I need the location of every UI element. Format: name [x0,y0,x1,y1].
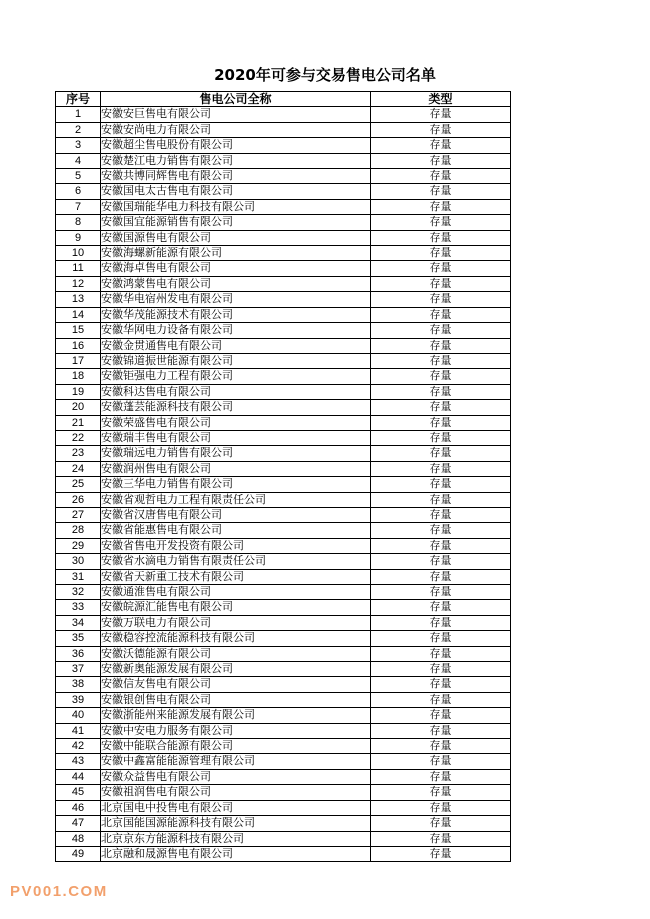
table-row [56,523,511,538]
type-cell: 存量 [371,769,511,784]
type-cell: 存量 [371,754,511,769]
company-name-cell: 安徽万联电力有限公司 [101,615,371,630]
type-cell: 存量 [371,615,511,630]
table-row [56,631,511,646]
type-cell: 存量 [371,538,511,553]
type-cell: 存量 [371,708,511,723]
type-cell: 存量 [371,631,511,646]
type-cell: 存量 [371,816,511,831]
serial-number-cell: 12 [56,276,101,291]
serial-number-cell: 13 [56,292,101,307]
table-row [56,307,511,322]
type-cell: 存量 [371,353,511,368]
table-row [56,369,511,384]
table-row [56,153,511,168]
type-cell: 存量 [371,122,511,137]
company-name-cell: 安徽瑞丰售电有限公司 [101,430,371,445]
company-name-cell: 安徽蓬芸能源科技有限公司 [101,400,371,415]
table-row [56,215,511,230]
type-cell: 存量 [371,507,511,522]
type-cell: 存量 [371,600,511,615]
company-name-cell: 安徽锦道振世能源有限公司 [101,353,371,368]
serial-number-cell: 18 [56,369,101,384]
company-table [55,91,511,862]
table-row [56,800,511,815]
table-row [56,276,511,291]
table-row [56,415,511,430]
serial-number-cell: 7 [56,199,101,214]
serial-number-cell: 16 [56,338,101,353]
table-row [56,107,511,122]
serial-number-cell: 41 [56,723,101,738]
header-type: 类型 [371,92,511,107]
company-name-cell: 安徽瑞远电力销售有限公司 [101,446,371,461]
company-name-cell: 安徽省能惠售电有限公司 [101,523,371,538]
table-row [56,507,511,522]
table-row [56,662,511,677]
serial-number-cell: 26 [56,492,101,507]
table-row [56,769,511,784]
serial-number-cell: 25 [56,477,101,492]
company-name-cell: 安徽通淮售电有限公司 [101,585,371,600]
type-cell: 存量 [371,692,511,707]
company-name-cell: 安徽皖源汇能售电有限公司 [101,600,371,615]
header-company-name: 售电公司全称 [101,92,371,107]
serial-number-cell: 28 [56,523,101,538]
company-name-cell: 安徽国宜能源销售有限公司 [101,215,371,230]
type-cell: 存量 [371,369,511,384]
serial-number-cell: 49 [56,846,101,861]
serial-number-cell: 29 [56,538,101,553]
table-row [56,292,511,307]
serial-number-cell: 39 [56,692,101,707]
type-cell: 存量 [371,523,511,538]
company-name-cell: 安徽省汉唐售电有限公司 [101,507,371,522]
document-title: 2020年可参与交易售电公司名单 [214,66,436,84]
serial-number-cell: 11 [56,261,101,276]
table-row [56,430,511,445]
company-name-cell: 安徽省观哲电力工程有限责任公司 [101,492,371,507]
table-row [56,708,511,723]
serial-number-cell: 20 [56,400,101,415]
table-row [56,754,511,769]
serial-number-cell: 14 [56,307,101,322]
serial-number-cell: 45 [56,785,101,800]
table-row [56,831,511,846]
serial-number-cell: 1 [56,107,101,122]
serial-number-cell: 36 [56,646,101,661]
type-cell: 存量 [371,415,511,430]
type-cell: 存量 [371,785,511,800]
serial-number-cell: 47 [56,816,101,831]
company-name-cell: 安徽华网电力设备有限公司 [101,323,371,338]
company-name-cell: 安徽华电宿州发电有限公司 [101,292,371,307]
type-cell: 存量 [371,246,511,261]
serial-number-cell: 4 [56,153,101,168]
company-name-cell: 安徽鸿蒙售电有限公司 [101,276,371,291]
serial-number-cell: 10 [56,246,101,261]
company-name-cell: 安徽沃德能源有限公司 [101,646,371,661]
company-name-cell: 北京国能国源能源科技有限公司 [101,816,371,831]
table-row [56,400,511,415]
table-row [56,846,511,861]
serial-number-cell: 31 [56,569,101,584]
header-serial-number: 序号 [56,92,101,107]
table-row [56,692,511,707]
company-name-cell: 安徽中鑫富能能源管理有限公司 [101,754,371,769]
company-name-cell: 安徽共博同辉售电有限公司 [101,169,371,184]
company-name-cell: 安徽楚江电力销售有限公司 [101,153,371,168]
table-row [56,169,511,184]
company-name-cell: 安徽国电太古售电有限公司 [101,184,371,199]
company-name-cell: 安徽中能联合能源有限公司 [101,739,371,754]
serial-number-cell: 42 [56,739,101,754]
table-row [56,554,511,569]
table-row [56,600,511,615]
table-row [56,246,511,261]
type-cell: 存量 [371,477,511,492]
table-row [56,184,511,199]
serial-number-cell: 22 [56,430,101,445]
type-cell: 存量 [371,739,511,754]
table-row [56,261,511,276]
company-name-cell: 安徽浙能州来能源发展有限公司 [101,708,371,723]
company-name-cell: 安徽省天新重工技术有限公司 [101,569,371,584]
type-cell: 存量 [371,215,511,230]
company-name-cell: 安徽祖润售电有限公司 [101,785,371,800]
table-row [56,816,511,831]
table-row [56,199,511,214]
table-row [56,353,511,368]
company-name-cell: 安徽省售电开发投资有限公司 [101,538,371,553]
serial-number-cell: 27 [56,507,101,522]
serial-number-cell: 35 [56,631,101,646]
table-row [56,569,511,584]
company-name-cell: 北京融和晟源售电有限公司 [101,846,371,861]
type-cell: 存量 [371,169,511,184]
table-row [56,677,511,692]
company-name-cell: 安徽安巨售电有限公司 [101,107,371,122]
company-name-cell: 安徽科达售电有限公司 [101,384,371,399]
company-name-cell: 安徽新奥能源发展有限公司 [101,662,371,677]
company-name-cell: 安徽中安电力服务有限公司 [101,723,371,738]
serial-number-cell: 48 [56,831,101,846]
serial-number-cell: 8 [56,215,101,230]
company-name-cell: 安徽安尚电力有限公司 [101,122,371,137]
serial-number-cell: 46 [56,800,101,815]
type-cell: 存量 [371,831,511,846]
table-row [56,230,511,245]
company-name-cell: 安徽国源售电有限公司 [101,230,371,245]
type-cell: 存量 [371,307,511,322]
table-row [56,323,511,338]
serial-number-cell: 21 [56,415,101,430]
serial-number-cell: 15 [56,323,101,338]
serial-number-cell: 9 [56,230,101,245]
table-row [56,477,511,492]
type-cell: 存量 [371,677,511,692]
type-cell: 存量 [371,569,511,584]
company-name-cell: 安徽省水滴电力销售有限责任公司 [101,554,371,569]
type-cell: 存量 [371,276,511,291]
type-cell: 存量 [371,261,511,276]
type-cell: 存量 [371,662,511,677]
type-cell: 存量 [371,323,511,338]
serial-number-cell: 19 [56,384,101,399]
type-cell: 存量 [371,184,511,199]
serial-number-cell: 30 [56,554,101,569]
company-name-cell: 安徽信友售电有限公司 [101,677,371,692]
table-body [56,107,511,862]
company-name-cell: 安徽钜强电力工程有限公司 [101,369,371,384]
serial-number-cell: 44 [56,769,101,784]
serial-number-cell: 24 [56,461,101,476]
serial-number-cell: 17 [56,353,101,368]
company-name-cell: 安徽海螺新能源有限公司 [101,246,371,261]
table-row [56,723,511,738]
serial-number-cell: 43 [56,754,101,769]
serial-number-cell: 23 [56,446,101,461]
type-cell: 存量 [371,138,511,153]
company-name-cell: 安徽海卓售电有限公司 [101,261,371,276]
type-cell: 存量 [371,461,511,476]
table-row [56,538,511,553]
table-row [56,585,511,600]
serial-number-cell: 6 [56,184,101,199]
table-row [56,646,511,661]
type-cell: 存量 [371,446,511,461]
serial-number-cell: 32 [56,585,101,600]
table-row [56,138,511,153]
type-cell: 存量 [371,400,511,415]
table-row [56,338,511,353]
type-cell: 存量 [371,585,511,600]
table-row [56,739,511,754]
table-row [56,492,511,507]
type-cell: 存量 [371,846,511,861]
company-name-cell: 安徽众益售电有限公司 [101,769,371,784]
type-cell: 存量 [371,554,511,569]
table-header-row [56,92,511,107]
type-cell: 存量 [371,153,511,168]
company-name-cell: 安徽润州售电有限公司 [101,461,371,476]
type-cell: 存量 [371,723,511,738]
serial-number-cell: 3 [56,138,101,153]
type-cell: 存量 [371,800,511,815]
serial-number-cell: 38 [56,677,101,692]
company-name-cell: 安徽三华电力销售有限公司 [101,477,371,492]
company-name-cell: 北京国电中投售电有限公司 [101,800,371,815]
type-cell: 存量 [371,230,511,245]
company-name-cell: 安徽银创售电有限公司 [101,692,371,707]
company-name-cell: 安徽超尘售电股份有限公司 [101,138,371,153]
type-cell: 存量 [371,292,511,307]
table-row [56,122,511,137]
type-cell: 存量 [371,492,511,507]
company-name-cell: 安徽金贯通售电有限公司 [101,338,371,353]
serial-number-cell: 5 [56,169,101,184]
table-row [56,785,511,800]
type-cell: 存量 [371,646,511,661]
serial-number-cell: 2 [56,122,101,137]
site-watermark: PV001.COM [10,883,108,900]
serial-number-cell: 34 [56,615,101,630]
company-name-cell: 安徽稳容控流能源科技有限公司 [101,631,371,646]
table-row [56,615,511,630]
type-cell: 存量 [371,199,511,214]
table-row [56,384,511,399]
company-name-cell: 安徽荣盛售电有限公司 [101,415,371,430]
company-name-cell: 安徽华茂能源技术有限公司 [101,307,371,322]
company-name-cell: 安徽国瑞能华电力科技有限公司 [101,199,371,214]
type-cell: 存量 [371,430,511,445]
table-row [56,446,511,461]
serial-number-cell: 37 [56,662,101,677]
type-cell: 存量 [371,107,511,122]
company-name-cell: 北京京东方能源科技有限公司 [101,831,371,846]
table-row [56,461,511,476]
type-cell: 存量 [371,384,511,399]
serial-number-cell: 33 [56,600,101,615]
serial-number-cell: 40 [56,708,101,723]
type-cell: 存量 [371,338,511,353]
